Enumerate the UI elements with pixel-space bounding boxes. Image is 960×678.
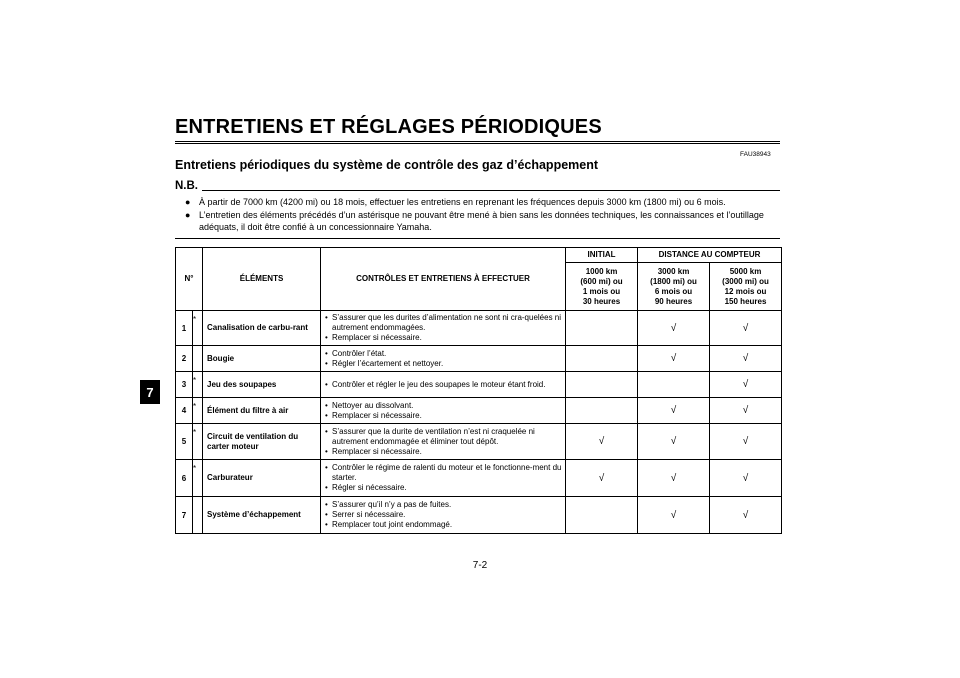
checks-cell: • Contrôler le régime de ralenti du moteur et le fonctionne-ment du starter. • Régler si nécessaire. [321, 460, 566, 497]
check-mark-3: √ [710, 497, 782, 534]
item-name: Élément du filtre à air [203, 398, 321, 424]
check-mark-initial [566, 497, 638, 534]
section-title: Entretiens périodiques du système de contrôle des gaz d’échappement [175, 158, 599, 172]
nb-header [175, 180, 780, 192]
check-mark-2: √ [638, 346, 710, 372]
table-row [176, 398, 782, 424]
checks-cell: • Contrôler et régler le jeu des soupapes le moteur étant froid. [321, 372, 566, 398]
table-row [176, 311, 782, 346]
check-mark-3: √ [710, 460, 782, 497]
checks-cell: • S’assurer que la durite de ventilation n’est ni craquelée ni autrement endommagée et éliminer tout dépôt. • Remplacer si nécessaire. [321, 424, 566, 460]
header-interval-3: 5000 km (3000 mi) ou 12 mois ou 150 heures [710, 263, 782, 311]
asterisk-mark: * [193, 372, 203, 398]
maintenance-table [175, 247, 782, 534]
header-interval-2: 3000 km (1800 mi) ou 6 mois ou 90 heures [638, 263, 710, 311]
header-initial: INITIAL [566, 248, 638, 263]
check-mark-2: √ [638, 497, 710, 534]
page-number: 7-2 [472, 560, 488, 571]
header-items: ÉLÉMENTS [203, 248, 321, 311]
check-mark-2 [638, 372, 710, 398]
header-no: N° [176, 248, 203, 311]
check-mark-3: √ [710, 424, 782, 460]
table-row [176, 424, 782, 460]
table-row [176, 346, 782, 372]
row-number: 3 [176, 372, 193, 398]
header-distance: DISTANCE AU COMPTEUR [638, 248, 782, 263]
notes-divider [175, 238, 780, 239]
reference-code: FAU38943 [740, 151, 771, 158]
checks-cell: • S’assurer que les durites d’alimentation ne sont ni cra-quelées ni autrement endommagées. • Remplacer si nécessaire. [321, 311, 566, 346]
item-name: Carburateur [203, 460, 321, 497]
nb-note [185, 196, 781, 208]
row-number: 6 [176, 460, 193, 497]
check-mark-3: √ [710, 346, 782, 372]
nb-note-text: L’entretien des éléments précédés d’un astérisque ne pouvant être mené à bien sans les données techniques, les connaissances et l’outillage adéquats, il doit être confié à un concessionnaire Yamaha. [199, 210, 764, 232]
check-mark-initial: √ [566, 424, 638, 460]
check-mark-2: √ [638, 424, 710, 460]
nb-note-text: À partir de 7000 km (4200 mi) ou 18 mois, effectuer les entretiens en reprenant les fréquences depuis 3000 km (1800 mi) ou 6 mois. [199, 197, 726, 207]
check-mark-2: √ [638, 311, 710, 346]
item-name: Bougie [203, 346, 321, 372]
header-checks: CONTRÔLES ET ENTRETIENS À EFFECTUER [321, 248, 566, 311]
check-mark-initial [566, 346, 638, 372]
item-name: Canalisation de carbu-rant [203, 311, 321, 346]
table-row [176, 372, 782, 398]
item-name: Jeu des soupapes [203, 372, 321, 398]
row-number: 5 [176, 424, 193, 460]
asterisk-mark: * [193, 311, 203, 346]
checks-cell: • Contrôler l’état. • Régler l’écartement et nettoyer. [321, 346, 566, 372]
asterisk-mark: * [193, 424, 203, 460]
row-number: 7 [176, 497, 193, 534]
row-number: 4 [176, 398, 193, 424]
row-number: 1 [176, 311, 193, 346]
check-mark-2: √ [638, 398, 710, 424]
check-mark-initial [566, 398, 638, 424]
asterisk-mark: * [193, 460, 203, 497]
check-mark-initial [566, 372, 638, 398]
check-mark-3: √ [710, 372, 782, 398]
nb-notes [185, 196, 781, 234]
table-row [176, 497, 782, 534]
check-mark-3: √ [710, 311, 782, 346]
bullet-icon: ● [185, 210, 191, 220]
checks-cell: • S’assurer qu’il n’y a pas de fuites. • Serrer si nécessaire. • Remplacer tout joint endommagé. [321, 497, 566, 534]
page-title: ENTRETIENS ET RÉGLAGES PÉRIODIQUES [175, 116, 780, 144]
chapter-tab: 7 [140, 380, 160, 404]
nb-rule [202, 190, 780, 191]
checks-cell: • Nettoyer au dissolvant. • Remplacer si nécessaire. [321, 398, 566, 424]
asterisk-mark: * [193, 398, 203, 424]
asterisk-mark [193, 346, 203, 372]
nb-note [185, 209, 781, 233]
check-mark-initial [566, 311, 638, 346]
asterisk-mark [193, 497, 203, 534]
table-row [176, 460, 782, 497]
check-mark-initial: √ [566, 460, 638, 497]
header-interval-1: 1000 km (600 mi) ou 1 mois ou 30 heures [566, 263, 638, 311]
item-name: Circuit de ventilation du carter moteur [203, 424, 321, 460]
check-mark-2: √ [638, 460, 710, 497]
nb-label: N.B. [175, 180, 198, 192]
row-number: 2 [176, 346, 193, 372]
item-name: Système d’échappement [203, 497, 321, 534]
check-mark-3: √ [710, 398, 782, 424]
bullet-icon: ● [185, 197, 191, 207]
